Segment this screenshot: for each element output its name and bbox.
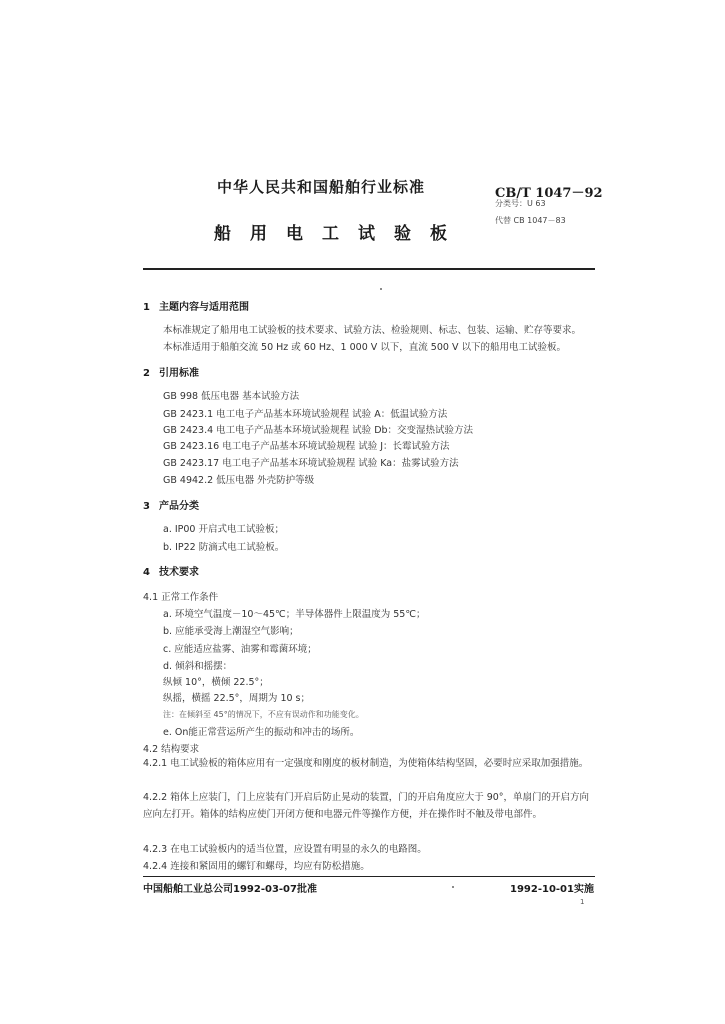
- sway-spec: 纵摇，横摇 22.5°，周期为 10 s；: [163, 693, 310, 704]
- reference-item: GB 2423.1 电工电子产品基本环境试验规程 试验 A：低温试验方法: [163, 409, 448, 420]
- footer-rule: [143, 876, 595, 877]
- section-1-para-1: 本标准规定了船用电工试验板的技术要求、试验方法、检验规则、标志、包装、运输、贮存等要求。: [163, 325, 582, 336]
- page-number: 1: [580, 898, 585, 906]
- section-title: 产品分类: [159, 501, 199, 512]
- classification-item: b. IP22 防滴式电工试验板。: [163, 542, 285, 553]
- section-number: 3: [143, 501, 150, 512]
- clause-4-2-2: 4.2.2 箱体上应装门，门上应装有门开启后防止晃动的装置，门的开启角度应大于 90°，单扇门的开启方向应向左打开。箱体的结构应使门开闭方便和电器元件等操作方便，并在操作时不触及带电部件。: [143, 792, 590, 820]
- section-number: 1: [143, 302, 150, 313]
- section-1-para-2: 本标准适用于船舶交流 50 Hz 或 60 Hz、1 000 V 以下，直流 500 V 以下的船用电工试验板。: [163, 342, 566, 353]
- header-rule: [143, 268, 595, 270]
- section-number: 2: [143, 368, 150, 379]
- condition-item: a. 环境空气温度－10～45℃；半导体器件上限温度为 55℃；: [163, 609, 426, 620]
- replaces-standard: 代替 CB 1047－83: [495, 216, 566, 225]
- tilt-spec: 纵倾 10°，横倾 22.5°；: [163, 677, 269, 688]
- section-title: 主题内容与适用范围: [159, 302, 249, 313]
- reference-item: GB 2423.4 电工电子产品基本环境试验规程 试验 Db：交变湿热试验方法: [163, 425, 474, 436]
- approval-statement: 中国船舶工业总公司1992-03-07批准: [143, 884, 317, 895]
- scan-speck: [380, 288, 382, 290]
- reference-item: GB 998 低压电器 基本试验方法: [163, 391, 300, 402]
- condition-item: b. 应能承受海上潮湿空气影响；: [163, 626, 299, 637]
- condition-item: d. 倾斜和摇摆：: [163, 661, 233, 672]
- condition-item: c. 应能适应盐雾、油雾和霉菌环境；: [163, 644, 317, 655]
- classification-item: a. IP00 开启式电工试验板；: [163, 524, 285, 535]
- section-2-heading: [143, 364, 199, 379]
- subsection-4-1-heading: 4.1 正常工作条件: [143, 592, 219, 603]
- section-4-heading: [143, 563, 199, 578]
- reference-item: GB 2423.16 电工电子产品基本环境试验规程 试验 J：长霉试验方法: [163, 441, 450, 452]
- condition-item: e. On能正常营运所产生的振动和冲击的场所。: [163, 727, 360, 738]
- standard-code: CB/T 1047－92: [495, 186, 603, 201]
- section-number: 4: [143, 567, 150, 578]
- tilt-note: 注：在倾斜至 45°的情况下，不应有误动作和功能变化。: [163, 710, 364, 719]
- document-title: 船用电工试验板: [214, 224, 466, 244]
- standard-org-title: 中华人民共和国船舶行业标准: [217, 178, 426, 196]
- classification-number: 分类号：U 63: [495, 199, 546, 208]
- implementation-date: 1992-10-01实施: [510, 884, 594, 895]
- clause-4-2-1: 4.2.1 电工试验板的箱体应用有一定强度和刚度的板材制造，为使箱体结构坚固，必要时应采取加强措施。: [143, 758, 589, 769]
- section-title: 技术要求: [159, 567, 199, 578]
- reference-item: GB 2423.17 电工电子产品基本环境试验规程 试验 Ka：盐雾试验方法: [163, 458, 459, 469]
- clause-4-2-4: 4.2.4 连接和紧固用的螺钉和螺母，均应有防松措施。: [143, 861, 370, 872]
- clause-4-2-3: 4.2.3 在电工试验板内的适当位置，应设置有明显的永久的电路图。: [143, 844, 427, 855]
- scan-speck: [452, 886, 454, 888]
- subsection-4-2-heading: 4.2 结构要求: [143, 744, 200, 755]
- reference-item: GB 4942.2 低压电器 外壳防护等级: [163, 475, 315, 486]
- section-3-heading: [143, 497, 199, 512]
- section-1-heading: [143, 298, 249, 313]
- section-title: 引用标准: [159, 368, 199, 379]
